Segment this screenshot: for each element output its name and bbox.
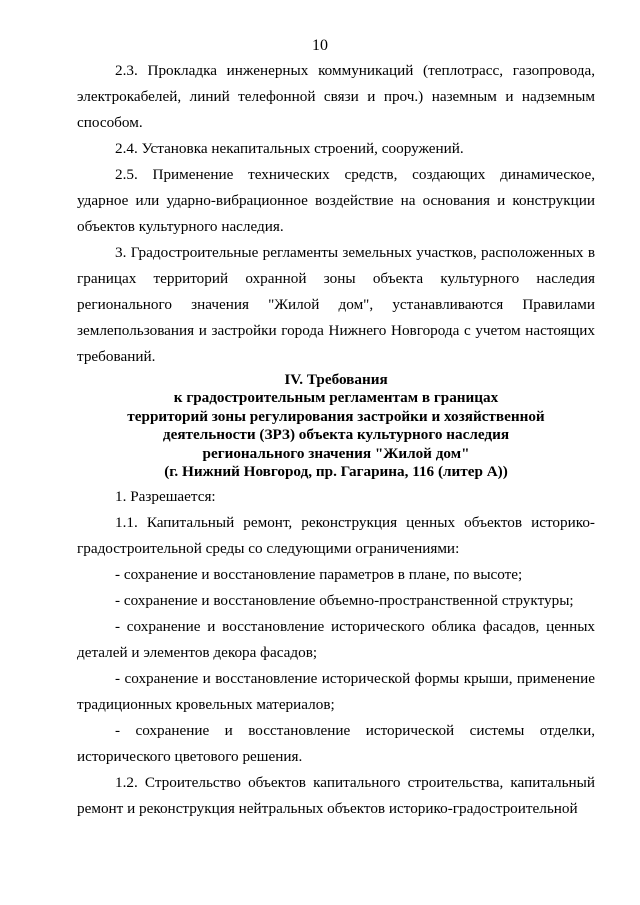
list-item: - сохранение и восстановление параметров в плане, по высоте;	[115, 566, 523, 583]
heading-line: территорий зоны регулирования застройки и хозяйственной	[127, 407, 545, 425]
heading-line: деятельности (ЗРЗ) объекта культурного наследия	[162, 426, 510, 444]
section-heading	[77, 371, 595, 481]
paragraph-1-2: 1.2. Строительство объектов капитального строительства, капитальный ремонт и реконструкция нейтральных объектов историко-градостроительной	[77, 774, 595, 817]
page-number: 10	[312, 37, 328, 54]
paragraph-2-5: 2.5. Применение технических средств, создающих динамическое, ударное или ударно-вибрационное воздействие на основания и конструкции объектов культурного наследия.	[77, 166, 595, 235]
paragraph-1: 1. Разрешается:	[115, 488, 216, 505]
heading-line: регионального значения "Жилой дом"	[202, 444, 470, 462]
heading-line: к градостроительным регламентам в границах	[173, 389, 499, 407]
heading-line: (г. Нижний Новгород, пр. Гагарина, 116 (литер А))	[164, 463, 508, 481]
paragraph-1-1: 1.1. Капитальный ремонт, реконструкция ценных объектов историко-градостроительной среды со следующими ограничениями:	[77, 514, 595, 557]
heading-line: IV. Требования	[284, 371, 388, 388]
list-item: - сохранение и восстановление исторической системы отделки, исторического цветового решения.	[77, 722, 595, 765]
list-item: - сохранение и восстановление объемно-пространственной структуры;	[115, 592, 574, 609]
paragraph-2-3: 2.3. Прокладка инженерных коммуникаций (теплотрасс, газопровода, электрокабелей, линий телефонной связи и проч.) наземным и надземным способом.	[77, 62, 595, 131]
body-text-top	[77, 58, 595, 370]
paragraph-3: 3. Градостроительные регламенты земельных участков, расположенных в границах территорий охранной зоны объекта культурного наследия регионального значения "Жилой дом", устанавливаются Правилами землепользования и застройки города Нижнего Новгорода с учетом настоящих требований.	[77, 244, 595, 365]
list-item: - сохранение и восстановление исторического облика фасадов, ценных деталей и элементов декора фасадов;	[77, 618, 595, 661]
paragraph-2-4: 2.4. Установка некапитальных строений, сооружений.	[115, 140, 464, 157]
body-text-bottom	[77, 484, 595, 822]
list-item: - сохранение и восстановление исторической формы крыши, применение традиционных кровельных материалов;	[77, 670, 595, 713]
